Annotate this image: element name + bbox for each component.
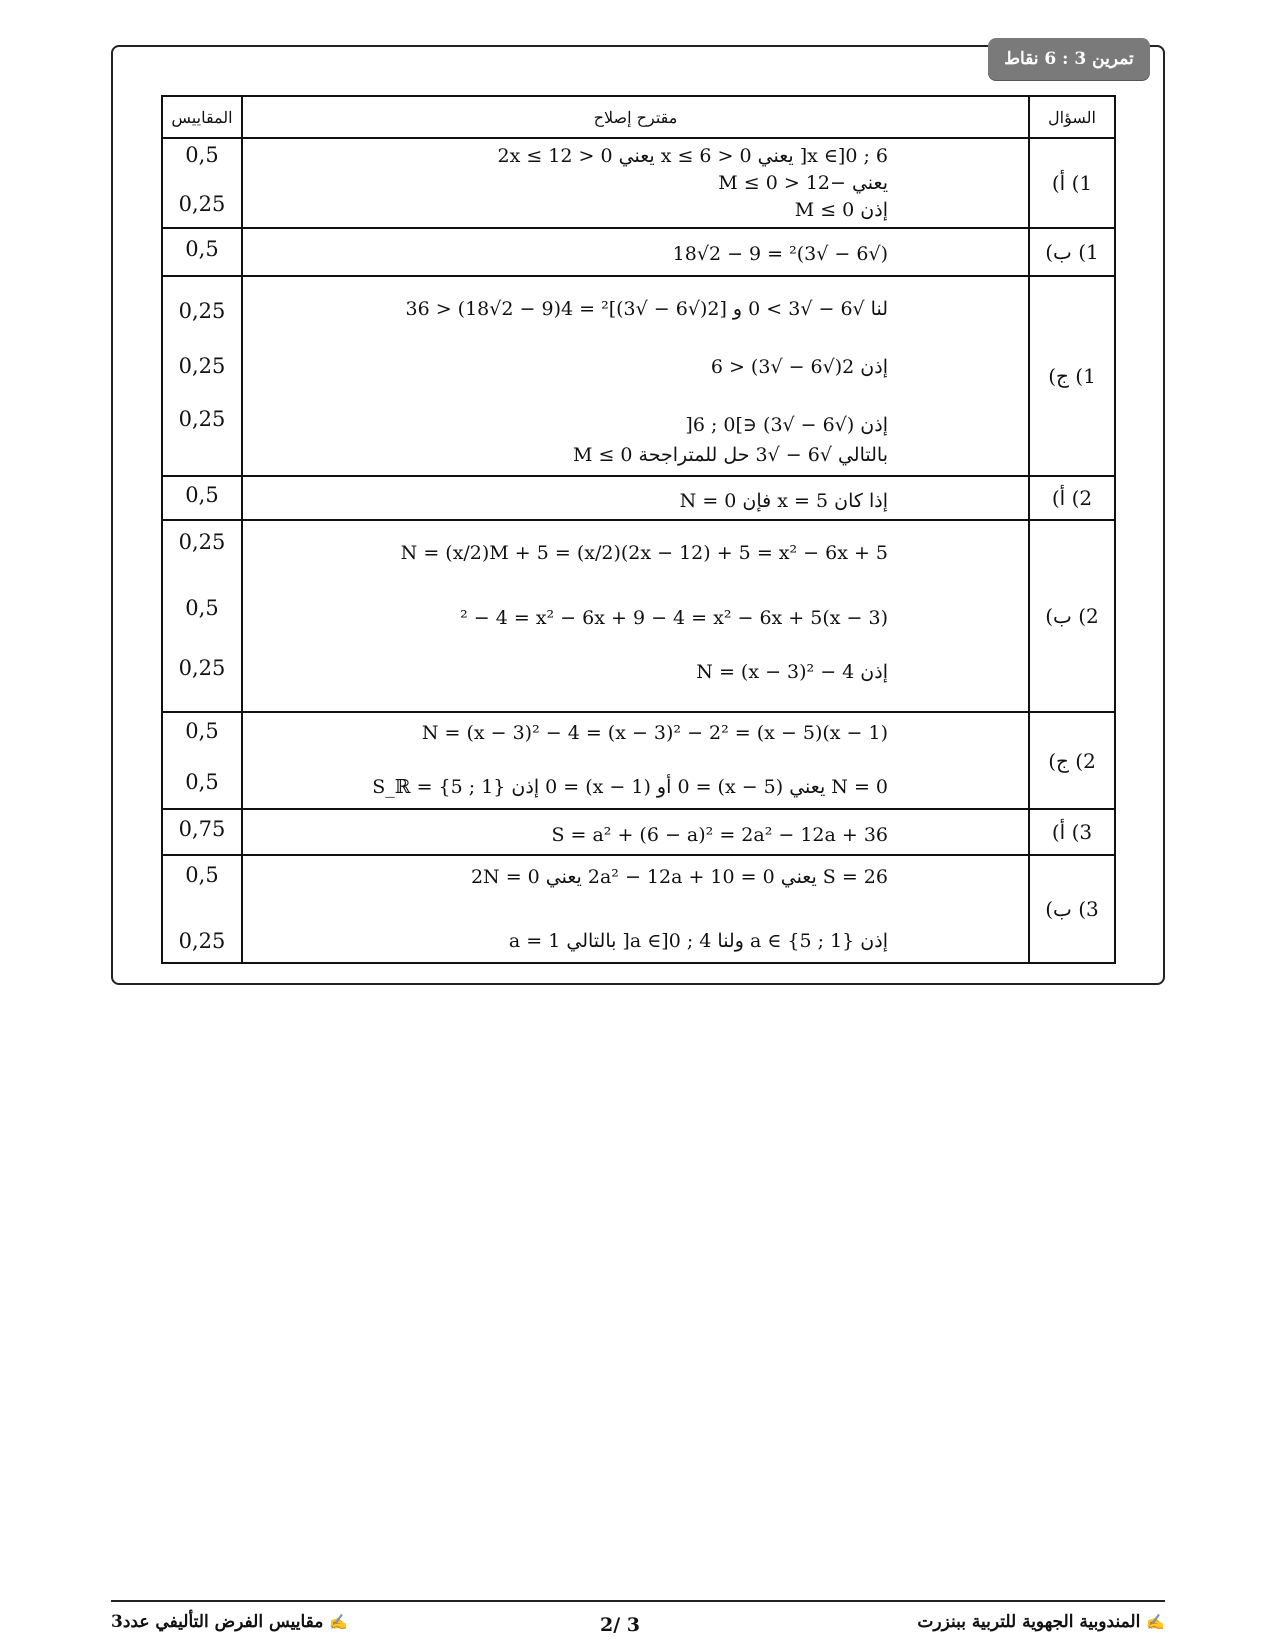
- table-row: [162, 520, 1115, 712]
- question-label: 1) ب): [1029, 228, 1115, 276]
- question-label: 3) ب): [1029, 855, 1115, 963]
- solution-cell: [242, 809, 1029, 855]
- solution-line: x ∈]0 ; 6[ يعني 0 < x ≤ 6 يعني 0 < 2x ≤ 12: [497, 145, 888, 167]
- points-cell: [162, 855, 242, 963]
- table-row: [162, 809, 1115, 855]
- points-cell: [162, 520, 242, 712]
- solution-line: لنا √6 − √3 > 0 و [2(√6 − √3)]² = 4(9 − 2√18) < 36: [405, 298, 888, 320]
- points-cell: [162, 138, 242, 228]
- question-label: 1) ج): [1029, 276, 1115, 476]
- table-row: [162, 855, 1115, 963]
- footer-institution-text: المندوبية الجهوية للتربية ببنزرت: [917, 1612, 1141, 1632]
- solution-cell: [242, 855, 1029, 963]
- points-value: 0,5: [185, 863, 219, 887]
- solution-line: S = a² + (6 − a)² = 2a² − 12a + 36: [551, 824, 888, 846]
- footer-document-title-text: مقاييس الفرض التأليفي عدد3: [111, 1612, 324, 1632]
- pencil-icon: ✍: [329, 1613, 349, 1631]
- question-label: 1) أ): [1029, 138, 1115, 228]
- points-value: 0,25: [178, 407, 226, 431]
- solution-line: إذا كان x = 5 فإن N = 0: [679, 490, 888, 512]
- table-row: [162, 476, 1115, 520]
- footer-divider: [111, 1600, 1165, 1602]
- question-label: 2) أ): [1029, 476, 1115, 520]
- table-row: [162, 138, 1115, 228]
- points-cell: [162, 276, 242, 476]
- solution-line: إذن (√6 − √3) ∈]0 ; 6[: [685, 414, 888, 436]
- solution-line: N = 0 يعني (x − 5) = 0 أو (x − 1) = 0 إذن S_ℝ = {5 ; 1}: [372, 776, 888, 798]
- solution-line: S = 26 يعني 2a² − 12a + 10 = 0 يعني 2N = 0: [470, 866, 888, 888]
- points-value: 0,25: [178, 299, 226, 323]
- points-value: 0,25: [178, 929, 226, 953]
- footer-document-title: [111, 1612, 348, 1632]
- points-cell: [162, 228, 242, 276]
- table-row: [162, 276, 1115, 476]
- solution-line: إذن N = (x − 3)² − 4: [696, 661, 888, 683]
- question-label: 3) أ): [1029, 809, 1115, 855]
- question-label: 2) ج): [1029, 712, 1115, 809]
- header-solution: مقترح إصلاح: [242, 96, 1029, 138]
- points-value: 0,75: [178, 817, 226, 841]
- solution-line: إذن 2(√6 − √3) < 6: [710, 356, 888, 378]
- table-row: [162, 712, 1115, 809]
- pencil-icon: ✍: [1146, 1613, 1165, 1631]
- solution-line: N = (x − 3)² − 4 = (x − 3)² − 2² = (x − 5)(x − 1): [421, 722, 888, 744]
- solution-line: إذن a ∈ {5 ; 1} ولنا a ∈]0 ; 4[ بالتالي a = 1: [508, 930, 888, 952]
- points-value: 0,5: [185, 483, 219, 507]
- points-value: 0,5: [185, 596, 219, 620]
- solution-cell: [242, 228, 1029, 276]
- points-value: 0,5: [185, 143, 219, 167]
- solution-line: يعني −12 < M ≤ 0: [718, 172, 888, 194]
- table-header-row: [162, 96, 1115, 138]
- points-value: 0,5: [185, 770, 219, 794]
- points-value: 0,25: [178, 192, 226, 216]
- points-value: 0,25: [178, 354, 226, 378]
- solution-cell: [242, 276, 1029, 476]
- header-question: السؤال: [1029, 96, 1115, 138]
- grading-table: [161, 95, 1116, 964]
- solution-cell: [242, 476, 1029, 520]
- solution-cell: [242, 712, 1029, 809]
- footer-institution: [917, 1612, 1165, 1632]
- solution-line: (x − 3)² − 4 = x² − 6x + 9 − 4 = x² − 6x + 5: [460, 607, 888, 629]
- points-cell: [162, 712, 242, 809]
- solution-cell: [242, 138, 1029, 228]
- page-number: 2/ 3: [600, 1614, 640, 1636]
- solution-line: بالتالي √6 − √3 حل للمتراجحة M ≤ 0: [572, 444, 888, 466]
- points-value: 0,5: [185, 237, 219, 261]
- points-value: 0,25: [178, 530, 226, 554]
- solution-line: (√6 − √3)² = 9 − 2√18: [672, 243, 888, 265]
- solution-cell: [242, 520, 1029, 712]
- points-cell: [162, 809, 242, 855]
- question-label: 2) ب): [1029, 520, 1115, 712]
- header-points: المقاييس: [162, 96, 242, 138]
- solution-line: N = (x/2)M + 5 = (x/2)(2x − 12) + 5 = x² − 6x + 5: [400, 542, 888, 564]
- points-value: 0,5: [185, 719, 219, 743]
- exercise-tab: تمرين 3 : 6 نقاط: [988, 38, 1150, 80]
- solution-line: إذن M ≤ 0: [794, 199, 888, 221]
- points-cell: [162, 476, 242, 520]
- table-row: [162, 228, 1115, 276]
- points-value: 0,25: [178, 656, 226, 680]
